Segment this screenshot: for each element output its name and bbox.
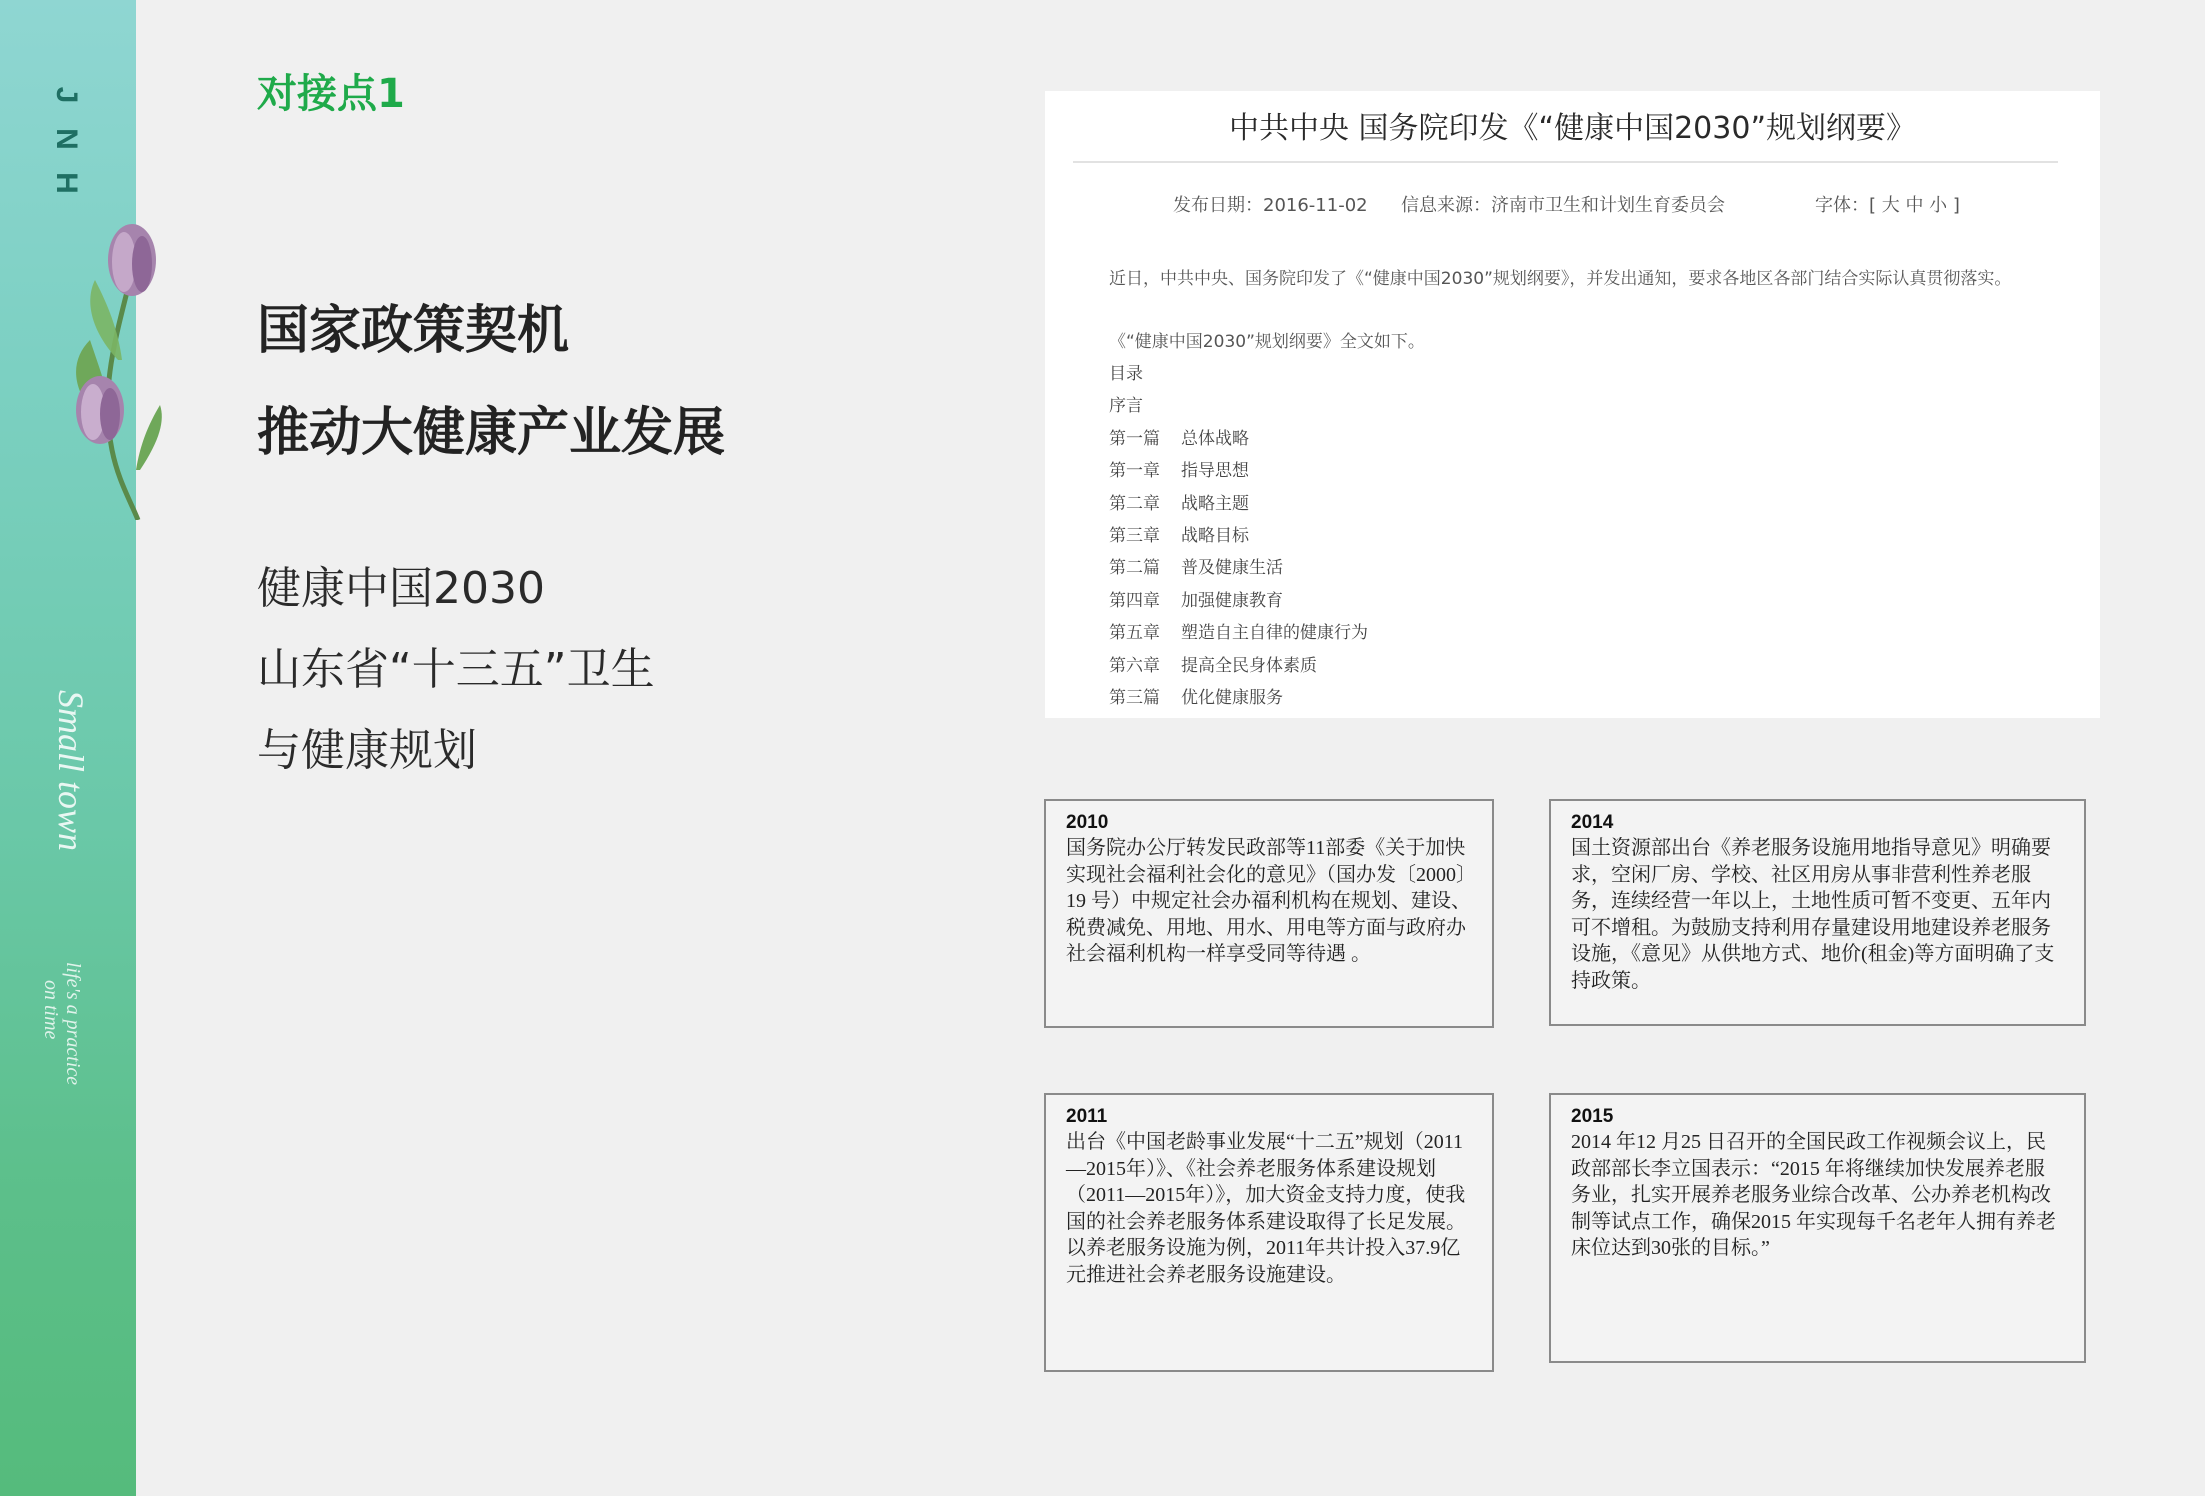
strip-practice-line2: on time [40, 980, 62, 1040]
toc-number: 第六章 [1109, 655, 1160, 676]
tulip-illustration [60, 220, 170, 520]
policy-text: 国务院办公厅转发民政部等11部委《关于加快实现社会福利社会化的意见》（国办发〔2000〕19 号）中规定社会办福利机构在规划、建设、税费减免、用地、用水、用电等方面与政府办社会福利机构一样享受同等待遇 。 [1066, 837, 1471, 965]
toc-title: 加强健康教育 [1181, 590, 1283, 611]
toc-row [1109, 683, 1368, 715]
strip-letter-j: J [50, 86, 83, 104]
document-divider [1073, 161, 2058, 163]
toc-row [1109, 651, 1368, 683]
policy-text: 出台《中国老龄事业发展“十二五”规划（2011—2015年）》、《社会养老服务体系建设规划（2011—2015年）》，加大资金支持力度，使我国的社会养老服务体系建设取得了长足发展。以养老服务设施为例，2011年共计投入37.9亿元推进社会养老服务设施建设。 [1066, 1131, 1466, 1286]
subtitle-line2: 山东省“十三五”卫生 [257, 644, 655, 695]
strip-practice-line1: life's a practice [62, 962, 84, 1086]
document-full-text-note: 《“健康中国2030”规划纲要》全文如下。 [1109, 332, 1425, 352]
toc-number: 第三篇 [1109, 687, 1160, 708]
document-title: 中共中央 国务院印发《“健康中国2030”规划纲要》 [1229, 111, 1916, 146]
toc-row [1109, 456, 1368, 488]
toc-row [1109, 391, 1368, 423]
strip-practice-text [40, 962, 84, 1222]
toc-row [1109, 586, 1368, 618]
toc-row [1109, 424, 1368, 456]
toc-title: 战略目标 [1181, 525, 1249, 546]
toc-number: 第二篇 [1109, 558, 1160, 579]
policy-box-2010 [1044, 799, 1494, 1028]
toc-title: 优化健康服务 [1181, 687, 1283, 708]
policy-text: 国土资源部出台《养老服务设施用地指导意见》明确要求，空闲厂房、学校、社区用房从事非营利性养老服务，连续经营一年以上，土地性质可暂不变更、五年内可不增租。为鼓励支持利用存量建设用地建设养老服务设施，《意见》从供地方式、地价(租金)等方面明确了支持政策。 [1571, 837, 2055, 992]
toc-row [1109, 618, 1368, 650]
toc-number: 序言 [1109, 396, 1143, 417]
toc-row [1109, 359, 1368, 391]
toc-title: 指导思想 [1181, 461, 1249, 482]
toc-number: 第三章 [1109, 525, 1160, 546]
headline-line1: 国家政策契机 [257, 301, 570, 361]
strip-letter-h: H [50, 172, 83, 194]
subtitle-line3: 与健康规划 [257, 725, 477, 776]
toc-number: 第一章 [1109, 461, 1160, 482]
toc-number: 第二章 [1109, 493, 1160, 514]
policy-year: 2015 [1571, 1106, 1614, 1127]
document-font-size: 字体：[ 大 中 小 ] [1815, 195, 1960, 216]
subtitle-line1: 健康中国2030 [257, 563, 545, 614]
decorative-side-strip [0, 0, 136, 1496]
policy-year: 2011 [1066, 1106, 1108, 1127]
document-date: 发布日期：2016-11-02 [1173, 195, 1368, 216]
toc-number: 目录 [1109, 364, 1143, 384]
toc-title: 战略主题 [1181, 493, 1249, 514]
document-source: 信息来源：济南市卫生和计划生育委员会 [1401, 195, 1725, 216]
policy-text: 2014 年12 月25 日召开的全国民政工作视频会议上，民政部部长李立国表示：“2015 年将继续加快发展养老服务业，扎实开展养老服务业综合改革、公办养老机构改制等试点工作，确保2015 年实现每千名老年人拥有养老床位达到30张的目标。” [1571, 1131, 2056, 1259]
document-table-of-contents [1109, 359, 1368, 715]
document-paragraph: 近日，中共中央、国务院印发了《“健康中国2030”规划纲要》，并发出通知，要求各地区各部门结合实际认真贯彻落实。 [1109, 269, 2012, 289]
policy-year: 2014 [1571, 812, 1614, 833]
toc-title: 总体战略 [1181, 428, 1249, 449]
toc-title: 塑造自主自律的健康行为 [1181, 623, 1368, 644]
strip-letter-n: N [50, 128, 83, 150]
strip-small-town-text: Small town [51, 690, 91, 852]
headline-line2: 推动大健康产业发展 [257, 403, 726, 463]
toc-title: 普及健康生活 [1181, 558, 1283, 579]
toc-title: 提高全民身体素质 [1181, 655, 1317, 676]
toc-row [1109, 489, 1368, 521]
toc-row [1109, 553, 1368, 585]
toc-number: 第四章 [1109, 590, 1160, 611]
section-kicker: 对接点1 [257, 71, 405, 117]
toc-number: 第五章 [1109, 623, 1160, 644]
toc-row [1109, 521, 1368, 553]
policy-box-2011 [1044, 1093, 1494, 1372]
toc-number: 第一篇 [1109, 428, 1160, 449]
policy-document-screenshot [1045, 91, 2100, 718]
policy-box-2014 [1549, 799, 2086, 1026]
policy-year: 2010 [1066, 812, 1109, 833]
policy-box-2015 [1549, 1093, 2086, 1363]
